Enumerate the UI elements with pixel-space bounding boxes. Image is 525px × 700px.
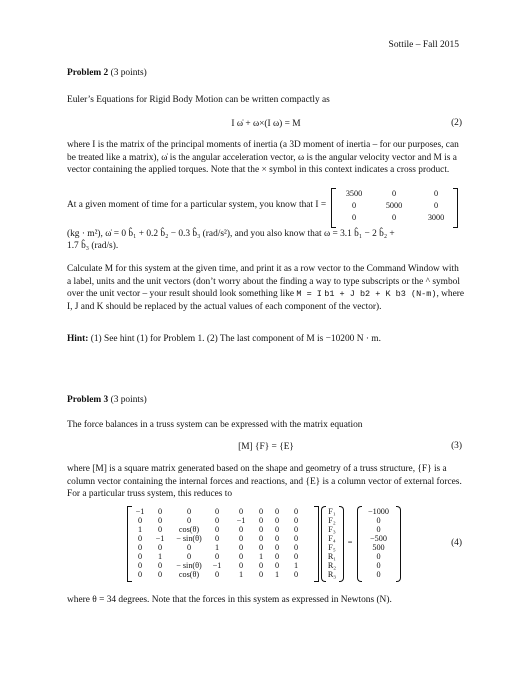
problem-2-points: (3 points) <box>110 68 147 78</box>
truss-matrix-cell: 0 <box>274 516 280 525</box>
problem-2-given-inertia: At a given moment of time for a particular system, you know that I = <box>67 200 327 210</box>
problem-3-definitions: where [M] is a square matrix generated based on the shape and geometry of a truss structure, {F} is a column vector containing the internal forces and reactions, and {E} is a column vector of external forces. For a particular truss system, this reduces to <box>67 464 462 499</box>
truss-matrix-cell: 0 <box>214 552 220 561</box>
truss-matrix-cell: 0 <box>238 525 244 534</box>
truss-matrix-cell: − sin(θ) <box>176 534 202 543</box>
truss-matrix-cell: 0 <box>186 516 192 525</box>
truss-matrix-cell: 0 <box>293 570 299 579</box>
inertia-cell: 0 <box>351 201 357 210</box>
force-vector-entry: F₄ <box>328 534 336 543</box>
problem-3-points: (3 points) <box>110 395 147 405</box>
force-vector-entry: F₅ <box>328 543 336 552</box>
truss-matrix-cell: 0 <box>157 507 163 516</box>
truss-matrix-cell: 0 <box>258 570 264 579</box>
equation-number-4: (4) <box>451 538 462 548</box>
inertia-cell: 5000 <box>385 201 403 210</box>
truss-matrix-cell: 0 <box>157 525 163 534</box>
truss-matrix-cell: 0 <box>293 507 299 516</box>
truss-matrix-cell: 0 <box>214 570 220 579</box>
truss-matrix-cell: 0 <box>293 525 299 534</box>
truss-matrix-cell: 0 <box>137 552 143 561</box>
problem-2-definitions: where I is the matrix of the principal moments of inertia (a 3D moment of inertia – for our purposes, can be treated like a matrix), ω̇ is the angular acceleration vector, ω is the angular velocity vector and M is a vector containing the applied torques. Note that the × symbol in this context indicates a cross product. <box>67 140 459 175</box>
truss-matrix-cell: 0 <box>274 543 280 552</box>
truss-matrix-cell: 0 <box>258 507 264 516</box>
task-text: Calculate M for this system at the given time, and print it as a row vector to the Command Window with a label, units and the unit vectors (don’t worry about the finding a way to type subscripts or the ^ symbol over the unit vector – your result should look something like <box>67 264 460 299</box>
truss-matrix-cell: 0 <box>137 543 143 552</box>
truss-matrix-cell: −1 <box>155 534 165 543</box>
problem-3-closing: where θ = 34 degrees. Note that the forces in this system as expressed in Newtons (N). <box>67 595 392 605</box>
truss-matrix-cell: 0 <box>274 507 280 516</box>
force-vector-entry: F₁ <box>328 507 336 516</box>
force-vector-entry: R₁ <box>327 552 337 561</box>
hint-label: Hint: <box>67 334 89 344</box>
truss-matrix-cell: 0 <box>157 570 163 579</box>
external-force-entry: −1000 <box>368 507 389 516</box>
truss-matrix-cell: 0 <box>238 534 244 543</box>
equation-number-2: (2) <box>451 118 462 128</box>
truss-matrix-cell: 0 <box>274 525 280 534</box>
external-force-entry: −500 <box>370 534 387 543</box>
truss-matrix-cell: 0 <box>157 543 163 552</box>
inertia-cell: 0 <box>433 201 439 210</box>
truss-matrix-cell: 0 <box>293 543 299 552</box>
inertia-cell: 3500 <box>345 189 363 198</box>
problem-2-intro: Euler’s Equations for Rigid Body Motion can be written compactly as <box>67 95 330 105</box>
truss-matrix-cell: 0 <box>214 525 220 534</box>
truss-matrix-cell: 0 <box>274 552 280 561</box>
problem-3-intro: The force balances in a truss system can be expressed with the matrix equation <box>67 420 363 430</box>
truss-matrix-cell: −1 <box>212 561 222 570</box>
truss-matrix-cell: 1 <box>238 570 244 579</box>
problem-2-given-values: (kg · m²), ω̇ = 0 b̂₁ + 0.2 b̂₂ − 0.3 b̂₃ (rad/s²), and you also know that ω = 3.1 b̂₁ − 2 b̂₂ + <box>67 229 395 239</box>
truss-matrix-cell: 0 <box>137 534 143 543</box>
truss-matrix-cell: −1 <box>236 516 246 525</box>
truss-matrix-cell: 1 <box>274 570 280 579</box>
truss-matrix-cell: − sin(θ) <box>176 561 202 570</box>
truss-matrix-cell: −1 <box>135 507 145 516</box>
truss-matrix-cell: 0 <box>293 516 299 525</box>
problem-2-title: Problem 2 <box>67 68 109 78</box>
problem-3-heading <box>67 394 465 407</box>
truss-matrix-cell: 1 <box>157 552 163 561</box>
truss-matrix-cell: 0 <box>258 561 264 570</box>
truss-matrix-cell: 1 <box>137 525 143 534</box>
external-force-entry: 0 <box>376 552 381 561</box>
truss-matrix-cell: 0 <box>157 561 163 570</box>
external-force-entry: 0 <box>376 516 381 525</box>
truss-matrix-cell: 0 <box>157 516 163 525</box>
truss-matrix-cell: 0 <box>238 543 244 552</box>
truss-matrix-cell: 0 <box>293 552 299 561</box>
truss-matrix-cell: 0 <box>214 534 220 543</box>
truss-matrix-cell: 0 <box>238 561 244 570</box>
force-vector-entry: F₃ <box>328 525 336 534</box>
inertia-cell: 3000 <box>427 213 445 222</box>
external-force-entry: 0 <box>376 570 381 579</box>
task-text-tail: , where I, J and K should be replaced by the actual values of each component of the vector). <box>67 289 465 312</box>
hint-text: (1) See hint (1) for Problem 1. (2) The last component of M is −10200 N · m. <box>90 334 381 344</box>
truss-matrix-cell: 0 <box>258 543 264 552</box>
truss-matrix-cell: 1 <box>258 552 264 561</box>
inertia-cell: 0 <box>391 213 397 222</box>
truss-matrix-cell: 0 <box>137 516 143 525</box>
inertia-cell: 0 <box>351 213 357 222</box>
problem-3-title: Problem 3 <box>67 395 109 405</box>
truss-matrix-cell: 0 <box>137 570 143 579</box>
truss-matrix-cell: 0 <box>186 543 192 552</box>
truss-matrix-cell: 0 <box>186 552 192 561</box>
equation-number-3: (3) <box>451 441 462 451</box>
inertia-cell: 0 <box>433 189 439 198</box>
force-vector-entry: R₃ <box>327 570 337 579</box>
example-output-1: M = I <box>296 289 322 299</box>
truss-matrix-cell: 0 <box>186 507 192 516</box>
external-force-entry: 0 <box>376 561 381 570</box>
force-vector-entry: R₂ <box>327 561 337 570</box>
truss-equation: [M] {F} = {E} <box>238 442 294 452</box>
force-vector-entry: F₂ <box>328 516 336 525</box>
inertia-cell: 0 <box>391 189 397 198</box>
page-header: Sottile – Fall 2015 <box>388 40 459 50</box>
truss-matrix-cell: 0 <box>214 516 220 525</box>
problem-2-given-omega: 1.7 b̂₃ (rad/s). <box>67 241 119 251</box>
truss-matrix-cell: 0 <box>258 516 264 525</box>
truss-matrix-cell: cos(θ) <box>178 570 200 579</box>
truss-matrix-cell: 0 <box>258 525 264 534</box>
problem-2-hint <box>67 333 465 346</box>
truss-matrix-cell: 0 <box>274 561 280 570</box>
equals-sign: = <box>347 538 353 547</box>
problem-2-heading <box>67 67 465 80</box>
external-force-entry: 500 <box>372 543 385 552</box>
euler-equation: I ω̇ + ω×(I ω) = M <box>231 119 301 129</box>
truss-matrix-cell: 0 <box>238 552 244 561</box>
truss-matrix-cell: cos(θ) <box>178 525 200 534</box>
truss-matrix-cell: 1 <box>214 543 220 552</box>
truss-matrix-cell: 0 <box>137 561 143 570</box>
truss-matrix-cell: 0 <box>258 534 264 543</box>
truss-matrix-cell: 0 <box>214 507 220 516</box>
truss-matrix-cell: 0 <box>293 534 299 543</box>
problem-2-task <box>67 263 465 313</box>
truss-matrix-cell: 0 <box>238 507 244 516</box>
external-force-entry: 0 <box>376 525 381 534</box>
example-output-2: b1 + J b2 + K b3 (N-m) <box>324 289 437 299</box>
truss-matrix-cell: 0 <box>274 534 280 543</box>
truss-matrix-cell: 1 <box>293 561 299 570</box>
